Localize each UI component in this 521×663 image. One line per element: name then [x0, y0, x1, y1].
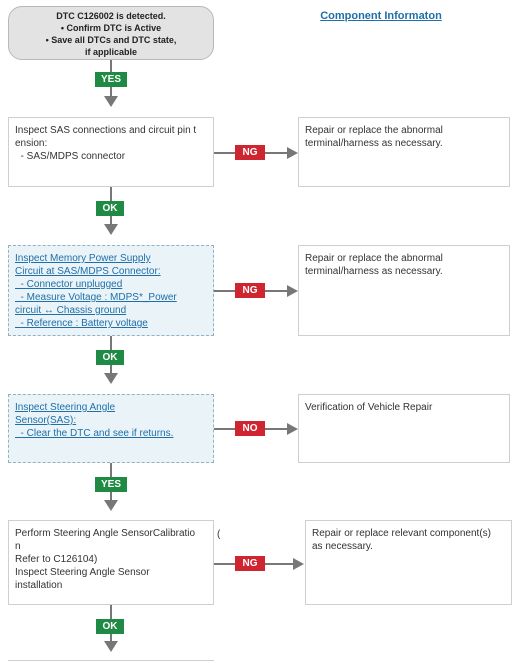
component-information-link[interactable]: Component Informaton [320, 10, 442, 22]
step-text: n [15, 541, 21, 552]
result-repair-components [305, 520, 512, 605]
step-link-text[interactable]: - Connector unplugged [15, 279, 123, 290]
step-inspect-memory-power-supply[interactable] [8, 245, 214, 336]
start-line: DTC C126002 is detected. [56, 11, 166, 21]
flow-line [110, 634, 112, 641]
step-text: ension: [15, 138, 48, 149]
arrow-down-icon [104, 96, 118, 107]
arrow-right-icon [287, 147, 298, 159]
step-link-text[interactable]: Sensor(SAS): [15, 415, 77, 426]
step-text: installation [15, 580, 63, 591]
result-repair-harness [298, 117, 510, 187]
flow-line [110, 365, 112, 373]
step-text: Inspect SAS connections and circuit pin t [15, 125, 197, 136]
result-text: terminal/harness as necessary. [305, 138, 443, 149]
step-text: Inspect Steering Angle Sensor [15, 567, 150, 578]
arrow-down-icon [104, 500, 118, 511]
step-inspect-sas-connections [8, 117, 214, 187]
start-line: • Save all DTCs and DTC state, [45, 35, 177, 45]
result-text: Repair or replace the abnormal [305, 125, 443, 136]
arrow-down-icon [104, 224, 118, 235]
flow-line [110, 187, 112, 201]
step-inspect-steering-angle-sensor[interactable] [8, 394, 214, 463]
yes-badge: YES [95, 477, 127, 492]
result-repair-harness [298, 245, 510, 336]
flow-line [110, 463, 112, 477]
result-verification-of-vehicle-repair[interactable] [298, 394, 510, 463]
step-text: Refer to C126104) [15, 554, 98, 565]
step-link-text[interactable]: circuit ↔ Chassis ground [15, 305, 127, 316]
step-link-text[interactable]: - Clear the DTC and see if returns. [15, 428, 174, 439]
flow-line [110, 605, 112, 619]
arrow-right-icon [287, 423, 298, 435]
start-dtc-box [8, 6, 214, 60]
arrow-right-icon [287, 285, 298, 297]
ok-badge: OK [96, 619, 124, 634]
ng-badge: NG [235, 145, 265, 160]
step-side-paren: ( [217, 529, 221, 540]
step-link-text[interactable]: - Measure Voltage : MDPS*_Power [15, 292, 177, 303]
result-text: as necessary. [312, 541, 373, 552]
start-line: if applicable [84, 47, 137, 57]
ok-badge: OK [96, 201, 124, 216]
yes-badge: YES [95, 72, 127, 87]
flow-line [110, 87, 112, 96]
result-text: terminal/harness as necessary. [305, 266, 443, 277]
flow-line [110, 60, 112, 72]
arrow-down-icon [104, 641, 118, 652]
step-text: - SAS/MDPS connector [15, 151, 126, 162]
result-text: Repair or replace relevant component(s) [312, 528, 491, 539]
step-link-text[interactable]: Inspect Memory Power Supply [15, 253, 151, 264]
start-line: • Confirm DTC is Active [60, 23, 162, 33]
no-badge: NO [235, 421, 265, 436]
arrow-down-icon [104, 373, 118, 384]
flow-line [110, 336, 112, 350]
step-link-text[interactable]: - Reference : Battery voltage [15, 318, 148, 329]
result-text: Repair or replace the abnormal [305, 253, 443, 264]
arrow-right-icon [293, 558, 304, 570]
flow-line [110, 492, 112, 500]
step-perform-sas-calibration [8, 520, 214, 605]
step-link-text[interactable]: Inspect Steering Angle [15, 402, 116, 413]
ok-badge: OK [96, 350, 124, 365]
step-text: Perform Steering Angle SensorCalibratio [15, 528, 196, 539]
step-link-text[interactable]: Circuit at SAS/MDPS Connector: [15, 266, 161, 277]
result-text: Verification of Vehicle Repair [305, 402, 433, 413]
ng-badge: NG [235, 283, 265, 298]
ng-badge: NG [235, 556, 265, 571]
flow-line [110, 216, 112, 224]
